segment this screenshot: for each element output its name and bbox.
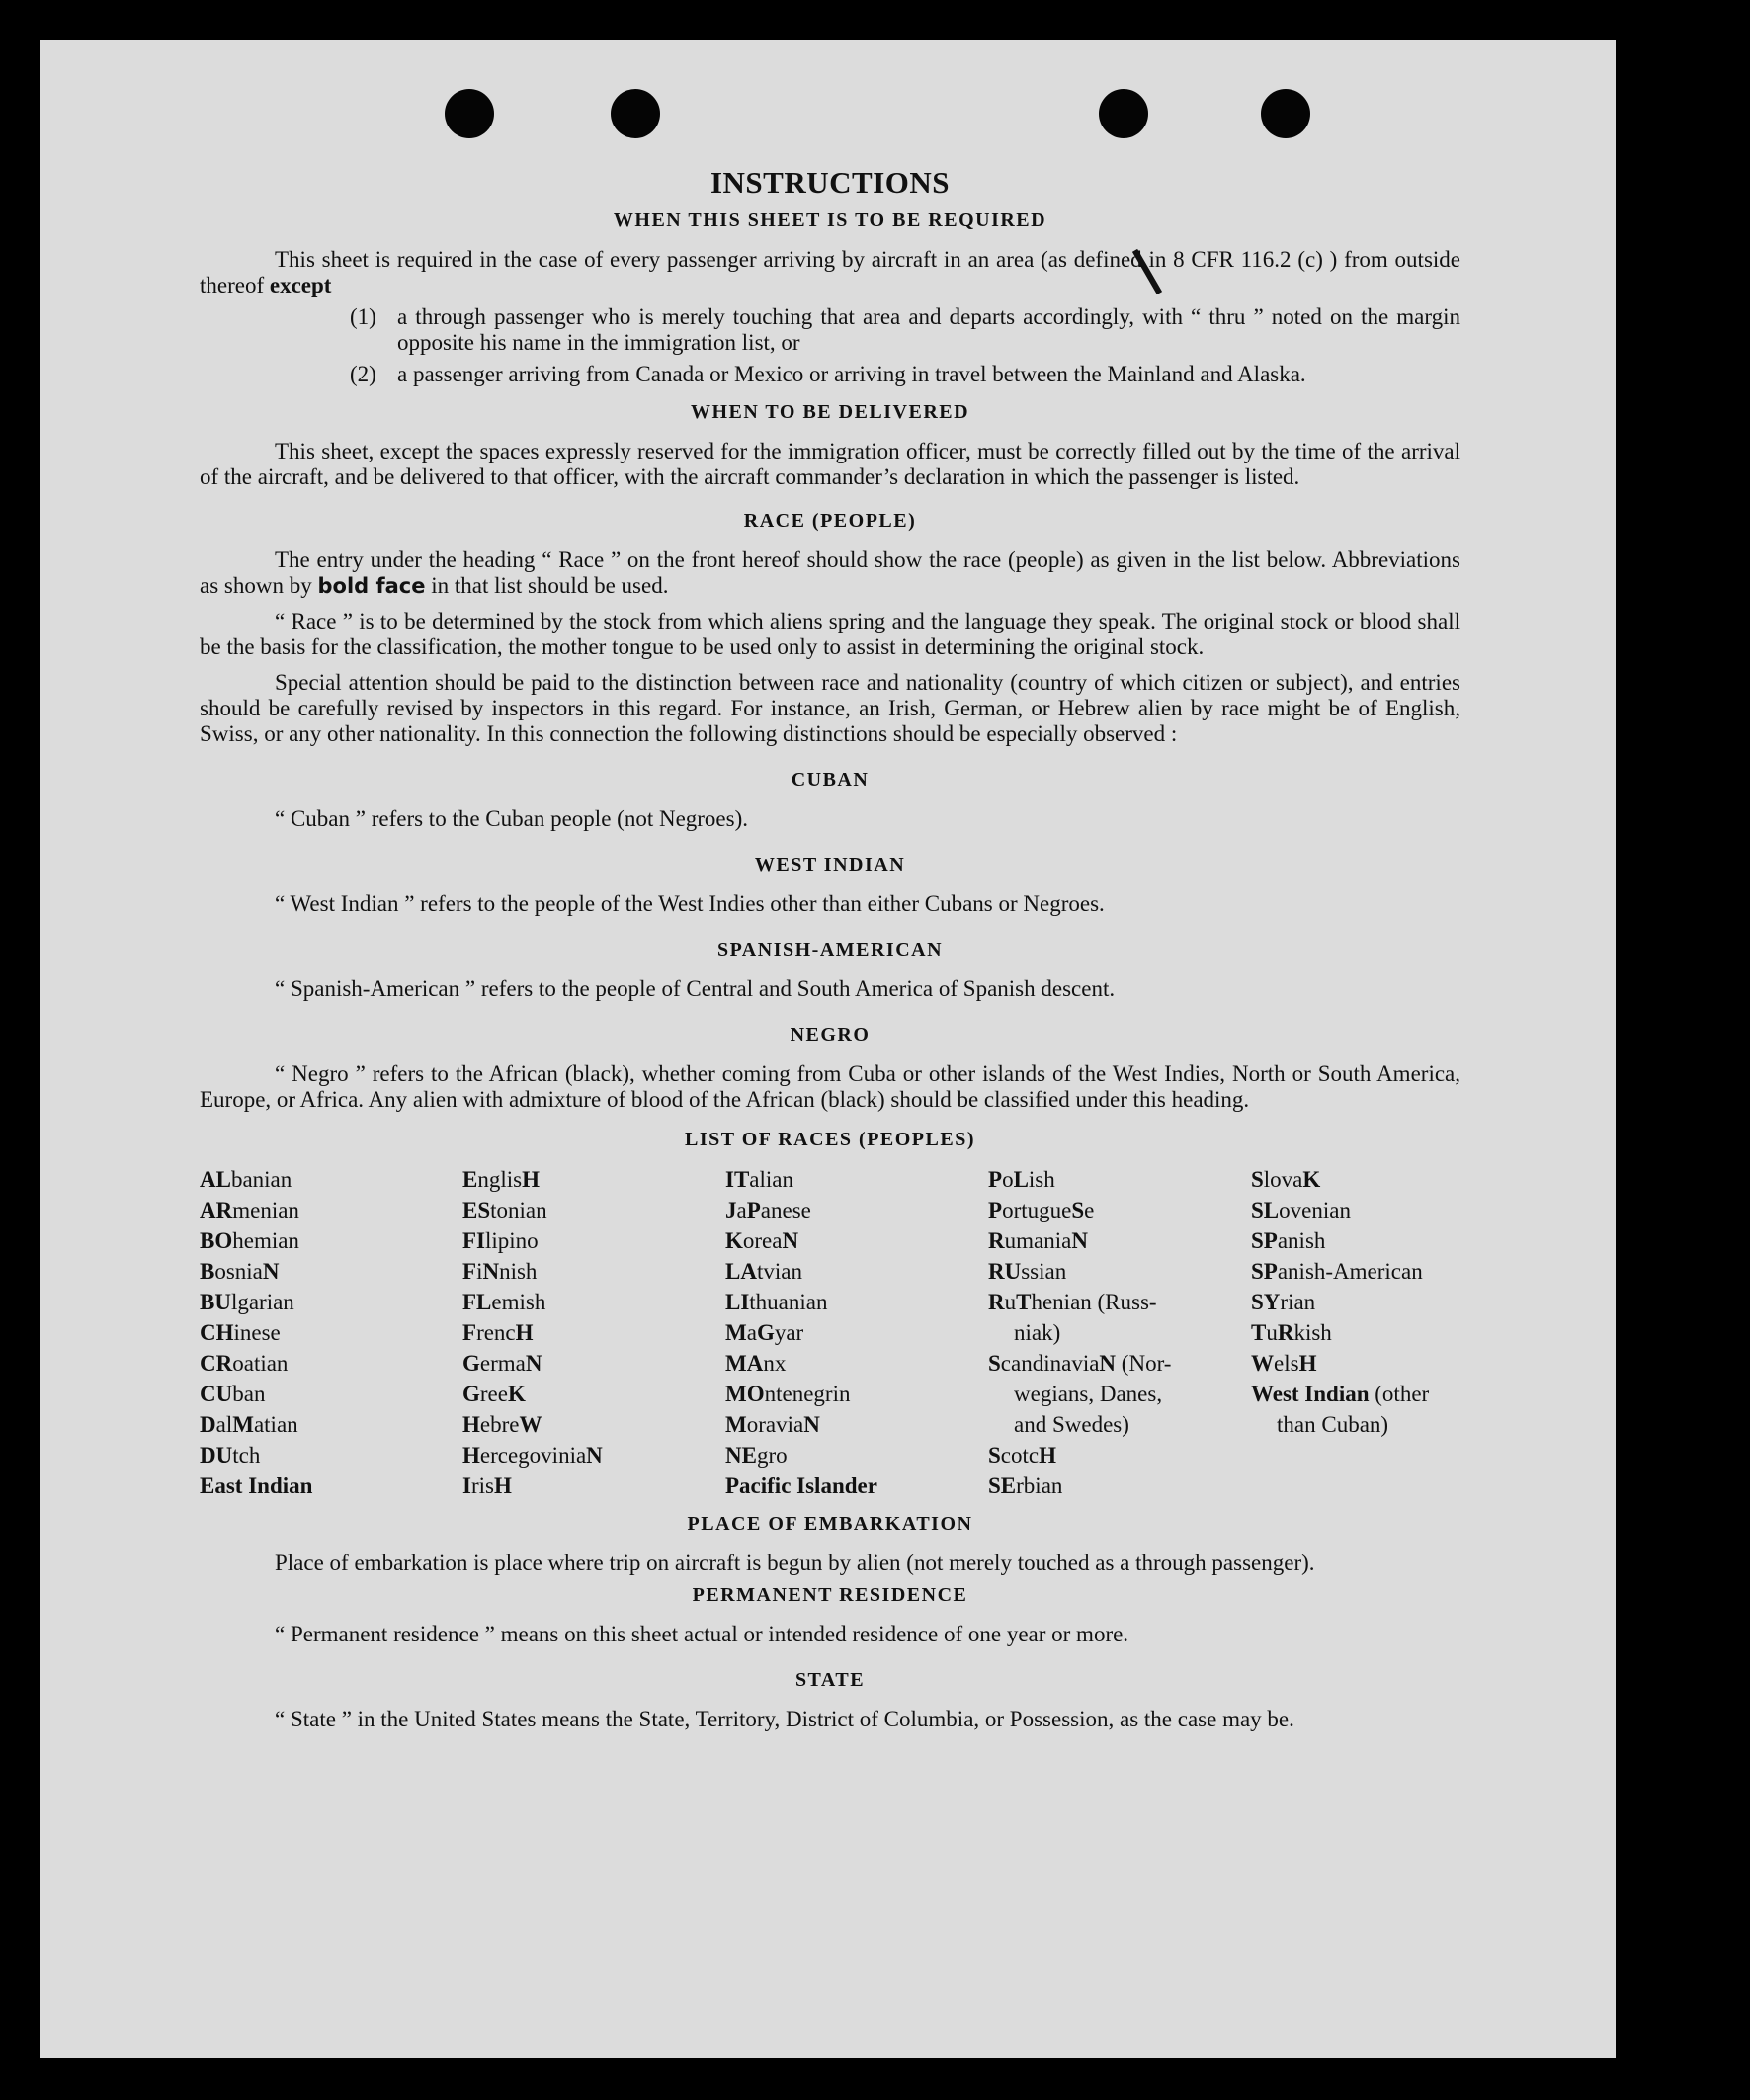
race-item: NEgro	[725, 1443, 788, 1468]
race-item: PortugueSe	[988, 1198, 1095, 1222]
race-item: SYrian	[1251, 1290, 1316, 1314]
required-intro: This sheet is required in the case of every passenger arriving by aircraft in an area (as defined in 8 CFR 116.2 (c) ) from outside thereof except	[200, 247, 1460, 297]
heading-list-of-races: LIST OF RACES (PEOPLES)	[684, 1129, 975, 1150]
race-item: BosniaN	[200, 1259, 280, 1284]
race-item: FiNnish	[462, 1259, 538, 1284]
punch-hole-2	[611, 89, 660, 138]
page-title: INSTRUCTIONS	[709, 165, 950, 200]
race-paragraph-2: “ Race ” is to be determined by the stock from which aliens spring and the language they speak. The original stock or blood shall be the basis for the classification, the mother tongue to be used only to assist in determining the original stock.	[200, 609, 1460, 659]
punch-hole-4	[1261, 89, 1310, 138]
race-item: JaPanese	[725, 1198, 811, 1222]
race-item: KoreaN	[725, 1228, 799, 1253]
race-item: SPanish	[1251, 1228, 1326, 1253]
races-column-2	[462, 1164, 725, 1501]
races-column-1	[200, 1164, 462, 1501]
race-item: CHinese	[200, 1320, 281, 1345]
race-item: PoLish	[988, 1167, 1055, 1192]
race-item: BOhemian	[200, 1228, 299, 1253]
punch-hole-1	[445, 89, 494, 138]
race-item: IrisH	[462, 1473, 512, 1498]
heading-west-indian: WEST INDIAN	[754, 854, 906, 876]
race-item: ARmenian	[200, 1198, 299, 1222]
required-item-1: (1) a through passenger who is merely touching that area and departs accordingly, with “ thru ” noted on the margin opposite his name in the immigration list, or	[350, 304, 1460, 355]
race-item: SPanish-American	[1251, 1259, 1423, 1284]
races-list	[200, 1164, 1460, 1501]
race-item: MAnx	[725, 1351, 787, 1376]
race-paragraph-1: The entry under the heading “ Race ” on the front hereof should show the race (people) as given in the list below. Abbreviations as shown by bold face in that list should be used.	[200, 547, 1460, 598]
embarkation-text: Place of embarkation is place where trip on aircraft is begun by alien (not merely touched as a through passenger).	[275, 1551, 1315, 1575]
race-item: ScandinaviaN (Nor- wegians, Danes, and Swedes)	[988, 1351, 1172, 1437]
race-item: WelsH	[1251, 1351, 1317, 1376]
heading-state: STATE	[794, 1669, 866, 1691]
west-indian-text: “ West Indian ” refers to the people of the West Indies other than either Cubans or Negroes.	[275, 891, 1105, 916]
race-item: SErbian	[988, 1473, 1063, 1498]
race-item: MaGyar	[725, 1320, 804, 1345]
race-item: West Indian (other than Cuban)	[1251, 1382, 1430, 1437]
negro-text: “ Negro ” refers to the African (black), whether coming from Cuba or other islands of the West Indies, North or South America, Europe, or Africa. Any alien with admixture of blood of the African (black) should be classified under this heading.	[200, 1061, 1460, 1112]
races-column-5	[1251, 1164, 1460, 1501]
heading-residence: PERMANENT RESIDENCE	[692, 1584, 968, 1606]
race-item: MOntenegrin	[725, 1382, 851, 1406]
heading-spanish-american: SPANISH-AMERICAN	[716, 939, 944, 961]
punch-hole-3	[1099, 89, 1148, 138]
race-item: FIlipino	[462, 1228, 539, 1253]
spanish-american-text: “ Spanish-American ” refers to the people of Central and South America of Spanish descent.	[275, 976, 1116, 1001]
state-text: “ State ” in the United States means the State, Territory, District of Columbia, or Possession, as the case may be.	[275, 1707, 1294, 1731]
race-item: Pacific Islander	[725, 1473, 877, 1498]
race-item: CUban	[200, 1382, 266, 1406]
race-item: BUlgarian	[200, 1290, 294, 1314]
race-item: EnglisH	[462, 1167, 540, 1192]
heading-required: WHEN THIS SHEET IS TO BE REQUIRED	[613, 210, 1047, 231]
instructions-body	[200, 166, 1460, 1732]
required-item-2: (2) a passenger arriving from Canada or Mexico or arriving in travel between the Mainland and Alaska.	[350, 362, 1306, 386]
heading-embarkation: PLACE OF EMBARKATION	[687, 1513, 973, 1535]
races-column-4	[988, 1164, 1251, 1501]
heading-race: RACE (PEOPLE)	[743, 510, 917, 532]
race-item: HebreW	[462, 1412, 542, 1437]
delivered-text: This sheet, except the spaces expressly reserved for the immigration officer, must be correctly filled out by the time of the arrival of the aircraft, and be delivered to that officer, with the aircraft commander’s declaration in which the passenger is listed.	[200, 439, 1460, 489]
heading-negro: NEGRO	[790, 1024, 871, 1046]
race-item: ScotcH	[988, 1443, 1056, 1468]
race-paragraph-3: Special attention should be paid to the distinction between race and nationality (country of which citizen or subject), and entries should be carefully revised by inspectors in this regard. For instance, an Irish, German, or Hebrew alien by race might be of English, Swiss, or any other nationality. In this connection the following distinctions should be especially observed :	[200, 670, 1460, 746]
cuban-text: “ Cuban ” refers to the Cuban people (not Negroes).	[275, 806, 749, 831]
race-item: RumaniaN	[988, 1228, 1088, 1253]
race-item: LIthuanian	[725, 1290, 828, 1314]
race-item: EStonian	[462, 1198, 547, 1222]
race-item: MoraviaN	[725, 1412, 820, 1437]
race-item: SlovaK	[1251, 1167, 1321, 1192]
race-item: RuThenian (Russ- niak)	[988, 1290, 1157, 1345]
race-item: RUssian	[988, 1259, 1067, 1284]
residence-text: “ Permanent residence ” means on this sheet actual or intended residence of one year or more.	[275, 1622, 1129, 1646]
race-item: GermaN	[462, 1351, 542, 1376]
race-item: DalMatian	[200, 1412, 298, 1437]
race-item: ITalian	[725, 1167, 793, 1192]
race-item: TuRkish	[1251, 1320, 1332, 1345]
race-item: GreeK	[462, 1382, 526, 1406]
race-item: HercegoviniaN	[462, 1443, 603, 1468]
race-item: East Indian	[200, 1473, 313, 1498]
race-item: SLovenian	[1251, 1198, 1351, 1222]
heading-cuban: CUBAN	[791, 769, 870, 791]
race-item: FLemish	[462, 1290, 546, 1314]
race-item: DUtch	[200, 1443, 261, 1468]
heading-delivered: WHEN TO BE DELIVERED	[690, 401, 970, 423]
race-item: CRoatian	[200, 1351, 289, 1376]
race-item: ALbanian	[200, 1167, 292, 1192]
race-item: LAtvian	[725, 1259, 802, 1284]
races-column-3	[725, 1164, 988, 1501]
race-item: FrencH	[462, 1320, 534, 1345]
